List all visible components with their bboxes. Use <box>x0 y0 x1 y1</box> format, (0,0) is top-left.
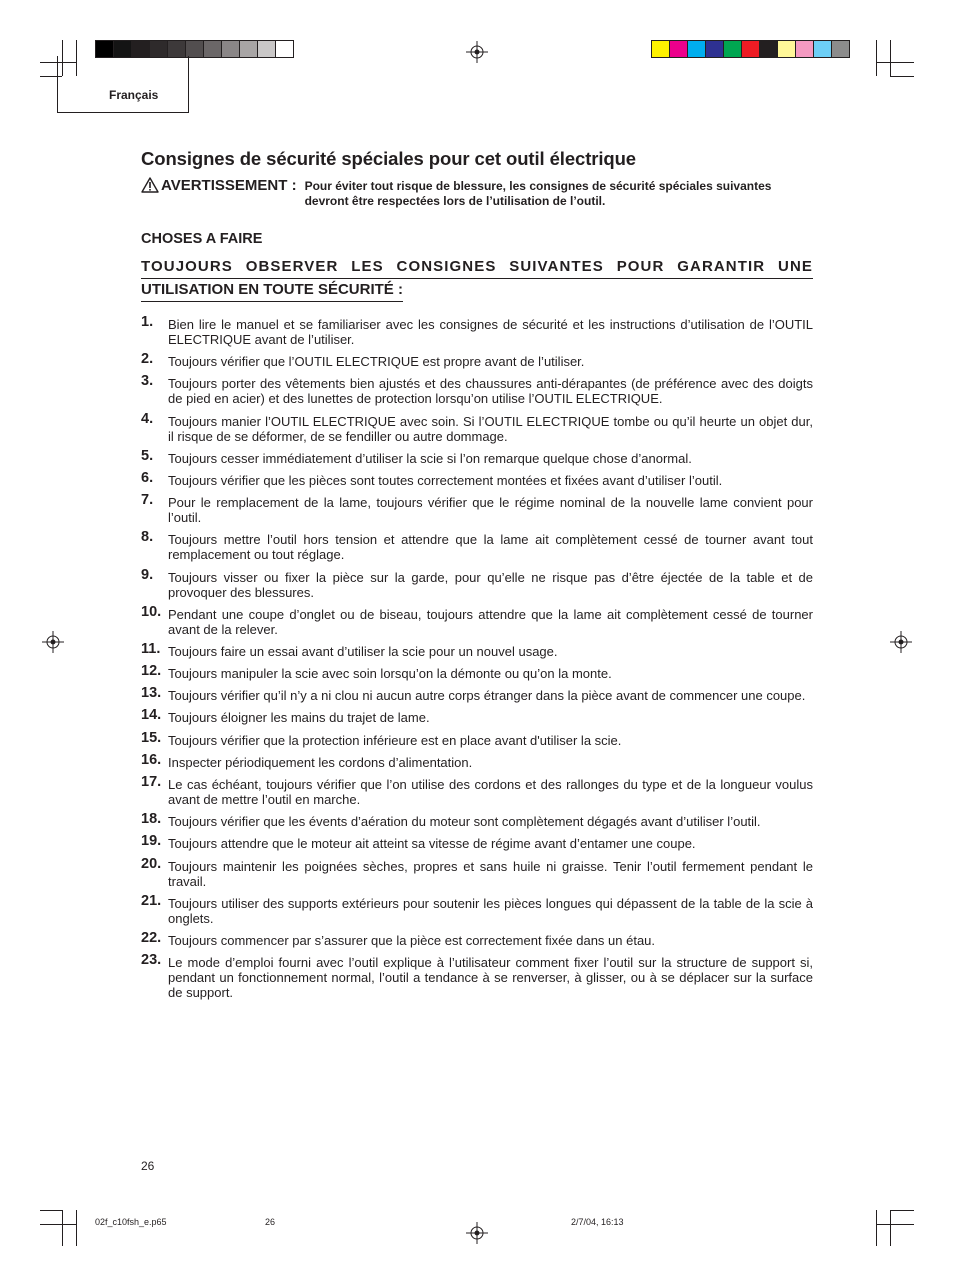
list-item <box>141 529 813 563</box>
warning-text: Pour éviter tout risque de blessure, les consignes de sécurité spéciales suivantes devront être respectées lors de l’utilisation de l’outil. <box>304 179 772 208</box>
color-swatch-1 <box>652 41 670 57</box>
headline-line-1: TOUJOURS OBSERVER LES CONSIGNES SUIVANTES POUR GARANTIR UNE <box>141 256 813 279</box>
list-item-number: 18. <box>141 811 162 828</box>
color-swatch-5 <box>724 41 742 57</box>
list-item-text: Toujours vérifier que les évents d’aération du moteur sont complètement dégagés avant d’utiliser l’outil. <box>168 814 761 830</box>
color-swatch-4 <box>706 41 724 57</box>
list-item <box>141 566 813 600</box>
list-item-text: Toujours vérifier que la protection inférieure est en place avant d'utiliser la scie. <box>168 732 622 748</box>
list-item <box>141 685 813 704</box>
warning-triangle-icon <box>141 177 159 193</box>
footer-file: 02f_c10fsh_e.p65 <box>95 1217 167 1227</box>
list-item-number: 2. <box>141 351 154 368</box>
list-item-text: Toujours utiliser des supports extérieurs pour soutenir les pièces longues qui dépassent de la table de la scie à onglets. <box>168 895 813 926</box>
list-item-number: 16. <box>141 751 162 768</box>
list-item-number: 1. <box>141 314 154 330</box>
warning-label: AVERTISSEMENT : <box>161 177 297 194</box>
color-swatch-6 <box>742 41 760 57</box>
list-item-text: Pour le remplacement de la lame, toujours vérifier que le régime nominal de la nouvelle lame convient pour l’outil. <box>168 495 813 526</box>
list-item-text: Toujours cesser immédiatement d’utiliser la scie si l’on remarque quelque chose d’anormal. <box>168 450 692 466</box>
color-swatch-11 <box>832 41 849 57</box>
list-item-text: Toujours porter des vêtements bien ajustés et des chaussures anti-dérapantes (de préférence avec des doigts de pied en acier) et des lunettes de protection lorsqu’on utilise l’OUTIL ELECTRIQUE. <box>168 376 813 407</box>
list-item-text: Toujours faire un essai avant d’utiliser la scie pour un nouvel usage. <box>168 643 558 659</box>
list-item-number: 12. <box>141 663 162 680</box>
list-item-text: Toujours vérifier que l’OUTIL ELECTRIQUE est propre avant de l’utiliser. <box>168 354 585 370</box>
gray-swatch-4 <box>150 41 168 57</box>
list-item-text: Bien lire le manuel et se familiariser avec les consignes de sécurité et les instructions d’utilisation de l’OUTIL ELECTRIQUE avant de l’utiliser. <box>168 317 813 347</box>
list-item-text: Le mode d’emploi fourni avec l’outil explique à l’utilisateur comment fixer l’outil sur la structure de support si, pendant un fonctionnement normal, l’outil a tendance à se renverser, à glisser, ou à se déplacer sur la surface de support. <box>168 955 813 1001</box>
list-item <box>141 447 813 466</box>
list-item-text: Toujours maintenir les poignées sèches, propres et sans huile ni graisse. Tenir l’outil fermement pendant le travail. <box>168 858 813 889</box>
footer-date: 2/7/04, 16:13 <box>571 1217 624 1227</box>
list-item-number: 3. <box>141 373 154 390</box>
color-swatch-7 <box>760 41 778 57</box>
gray-swatch-2 <box>114 41 132 57</box>
list-item-text: Toujours vérifier qu’il n’y a ni clou ni aucun autre corps étranger dans la pièce avant de commencer une coupe. <box>168 688 806 704</box>
list-item <box>141 929 813 948</box>
list-item-number: 15. <box>141 729 162 746</box>
list-item-text: Inspecter périodiquement les cordons d’alimentation. <box>168 754 473 770</box>
color-swatch-3 <box>688 41 706 57</box>
list-item <box>141 833 813 852</box>
list-item-text: Toujours visser ou fixer la pièce sur la garde, pour qu’elle ne risque pas d’être éjectée de la table et de provoquer des blessures. <box>168 569 813 600</box>
list-item <box>141 892 813 926</box>
gray-swatch-6 <box>186 41 204 57</box>
gray-swatch-1 <box>96 41 114 57</box>
list-item-number: 11. <box>141 640 161 657</box>
list-item <box>141 855 813 889</box>
list-item <box>141 952 813 1001</box>
color-swatch-9 <box>796 41 814 57</box>
gray-swatch-3 <box>132 41 150 57</box>
footer-page: 26 <box>265 1217 276 1227</box>
list-item-number: 10. <box>141 603 162 620</box>
list-item <box>141 751 813 770</box>
safety-headline <box>141 256 813 302</box>
list-item-number: 8. <box>141 529 154 546</box>
list-item-text: Toujours manipuler la scie avec soin lorsqu’on la démonte ou qu’on la monte. <box>168 666 612 682</box>
warning-label-group <box>141 177 297 209</box>
list-item <box>141 774 813 807</box>
gray-swatch-5 <box>168 41 186 57</box>
list-item-text: Toujours manier l’OUTIL ELECTRIQUE avec soin. Si l’OUTIL ELECTRIQUE tombe ou qu’il heurte un objet dur, il risque de se déformer, de se fendiller ou autre dommage. <box>168 413 813 444</box>
registration-mark-icon <box>466 1222 488 1244</box>
list-item <box>141 469 813 488</box>
gray-swatch-8 <box>222 41 240 57</box>
gray-swatch-9 <box>240 41 258 57</box>
list-item-number: 23. <box>141 952 162 969</box>
list-item-number: 9. <box>141 566 154 583</box>
language-label: Français <box>109 88 159 102</box>
color-swatch-8 <box>778 41 796 57</box>
list-item <box>141 603 813 637</box>
list-item-number: 13. <box>141 685 162 702</box>
list-item <box>141 707 813 726</box>
list-item-text: Le cas échéant, toujours vérifier que l’on utilise des cordons et des rallonges du type et de la longueur voulus avant de mettre l’outil en marche. <box>168 777 813 807</box>
color-swatch-2 <box>670 41 688 57</box>
list-item-text: Toujours éloigner les mains du trajet de lame. <box>168 710 430 726</box>
list-item-number: 5. <box>141 447 154 464</box>
registration-mark-icon <box>466 41 488 63</box>
list-item-number: 19. <box>141 833 162 850</box>
registration-mark-icon <box>42 631 64 653</box>
list-item <box>141 811 813 830</box>
language-tab <box>57 56 189 113</box>
headline-line-2: UTILISATION EN TOUTE SÉCURITÉ : <box>141 279 403 302</box>
warning-block <box>141 177 813 209</box>
list-item <box>141 373 813 407</box>
list-item <box>141 410 813 444</box>
gray-swatch-10 <box>258 41 276 57</box>
list-item-text: Toujours mettre l’outil hors tension et attendre que la lame ait complètement cessé de tourner avant tout remplacement ou tout réglage. <box>168 532 813 563</box>
list-item-number: 21. <box>141 892 162 909</box>
list-item <box>141 314 813 347</box>
list-item-number: 17. <box>141 774 162 790</box>
list-item <box>141 492 813 526</box>
list-item-number: 14. <box>141 707 162 724</box>
list-item <box>141 640 813 659</box>
list-item <box>141 729 813 748</box>
registration-mark-icon <box>890 631 912 653</box>
list-item <box>141 351 813 370</box>
page-title: Consignes de sécurité spéciales pour cet outil électrique <box>141 148 636 169</box>
list-item-number: 4. <box>141 410 154 427</box>
list-item-text: Toujours commencer par s’assurer que la pièce est correctement fixée dans un étau. <box>168 932 656 948</box>
list-item-number: 7. <box>141 492 154 509</box>
list-item-text: Pendant une coupe d’onglet ou de biseau, toujours attendre que la lame ait complètement cessé de tourner avant de la relever. <box>168 606 813 637</box>
gray-swatch-7 <box>204 41 222 57</box>
safety-rules-list <box>141 314 813 1001</box>
color-swatch-10 <box>814 41 832 57</box>
safety-section <box>141 148 813 1007</box>
list-item-number: 22. <box>141 929 162 946</box>
list-item-number: 20. <box>141 855 162 872</box>
list-item-text: Toujours attendre que le moteur ait atteint sa vitesse de régime avant d’entamer une coupe. <box>168 836 696 852</box>
list-item <box>141 663 813 682</box>
color-calibration-bar <box>651 40 850 58</box>
gray-swatch-11 <box>276 41 293 57</box>
page-number: 26 <box>141 1159 155 1173</box>
list-item-number: 6. <box>141 469 154 486</box>
list-item-text: Toujours vérifier que les pièces sont toutes correctement montées et fixées avant d’utiliser l’outil. <box>168 472 723 488</box>
section-label: CHOSES A FAIRE <box>141 231 263 247</box>
